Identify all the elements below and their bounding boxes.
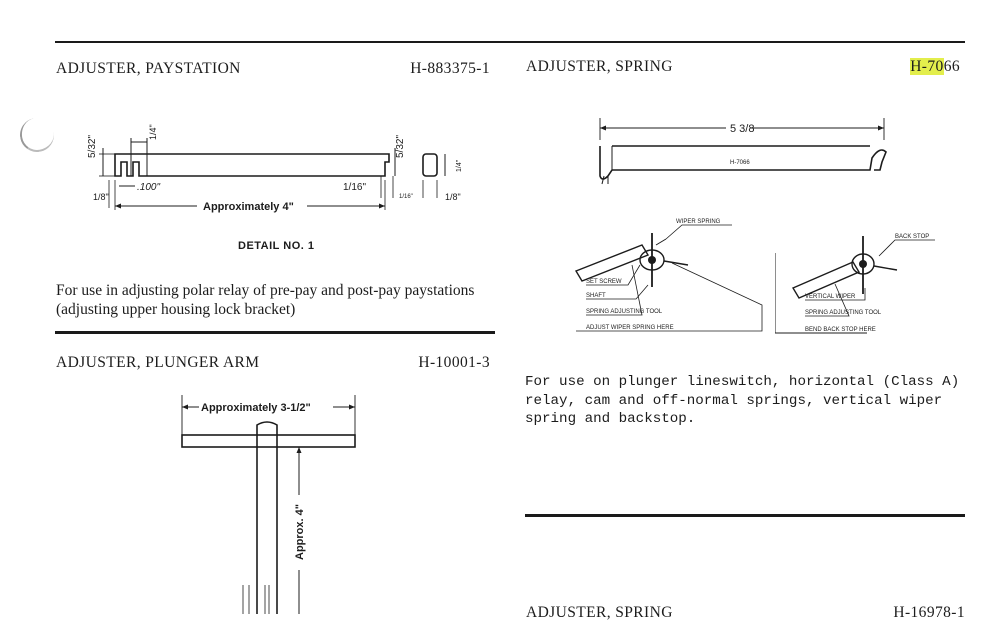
back-stop-illustration [775, 228, 940, 338]
dim-1-8-left-label: 1/8" [93, 192, 109, 202]
label-set-screw: SET SCREW [586, 279, 622, 285]
dim-1-4-end-label: 1/4" [456, 159, 463, 172]
spring-adjuster-2-title: ADJUSTER, SPRING [526, 604, 673, 621]
label-back-stop: BACK STOP [895, 234, 930, 240]
left-section-rule [55, 331, 495, 334]
label-bend-back-stop: BEND BACK STOP HERE [805, 327, 876, 333]
label-shaft: SHAFT [586, 293, 606, 299]
spring-adjuster-part-number [810, 58, 960, 76]
punch-hole-mark [17, 115, 56, 154]
label-vertical-wiper: VERTICAL WIPER [805, 294, 856, 300]
paystation-adjuster-description: For use in adjusting polar relay of pre-pay and post-pay paystations (adjusting upper housing lock bracket) [56, 282, 475, 318]
paystation-adjuster-title: ADJUSTER, PAYSTATION [56, 60, 241, 77]
tool-marking-label: H-7066 [730, 160, 750, 166]
label-spring-adjusting-tool-right: SPRING ADJUSTING TOOL [805, 310, 882, 316]
plunger-height-label: Approx. 4" [294, 504, 306, 560]
spring-adjuster-title: ADJUSTER, SPRING [526, 58, 673, 75]
spring-adjuster-description: For use on plunger lineswitch, horizontal (Class A) relay, cam and off-normal springs, vertical wiper spring and backstop. [525, 374, 960, 427]
spring-adjuster-tool-drawing [590, 110, 900, 200]
paystation-adjuster-part-number: H-883375-1 [410, 60, 490, 77]
right-section-rule [525, 514, 965, 517]
dim-quarter-label: 1/4" [148, 124, 158, 140]
dim-1-16-small-label: 1/16" [399, 194, 413, 200]
part-number-highlight: H-70 [910, 58, 944, 75]
dim-1-8-right-label: 1/8" [445, 192, 461, 202]
plunger-width-label: Approximately 3-1/2" [201, 402, 311, 414]
part-number-rest: 66 [943, 58, 960, 75]
top-rule [55, 41, 965, 43]
dim-length-label: Approximately 4" [203, 201, 294, 213]
detail-caption: DETAIL NO. 1 [238, 240, 315, 252]
dim-5-32-right-label: 5/32" [395, 134, 406, 158]
dim-1-16-label: 1/16" [343, 182, 367, 193]
label-adjust-wiper-spring: ADJUST WIPER SPRING HERE [586, 325, 674, 331]
plunger-arm-adjuster-part-number: H-10001-3 [418, 354, 490, 371]
wiper-spring-illustration [572, 215, 772, 340]
paystation-adjuster-drawing [85, 118, 485, 218]
label-spring-adjusting-tool-left: SPRING ADJUSTING TOOL [586, 309, 663, 315]
spring-tool-length-label: 5 3/8 [730, 123, 755, 135]
dim-5-32-left-label: 5/32" [87, 134, 98, 158]
plunger-arm-adjuster-drawing [175, 395, 370, 614]
spring-adjuster-2-part-number: H-16978-1 [893, 604, 965, 621]
label-wiper-spring: WIPER SPRING [676, 219, 721, 225]
plunger-arm-adjuster-title: ADJUSTER, PLUNGER ARM [56, 354, 260, 371]
dim-100-label: .100" [137, 182, 161, 193]
